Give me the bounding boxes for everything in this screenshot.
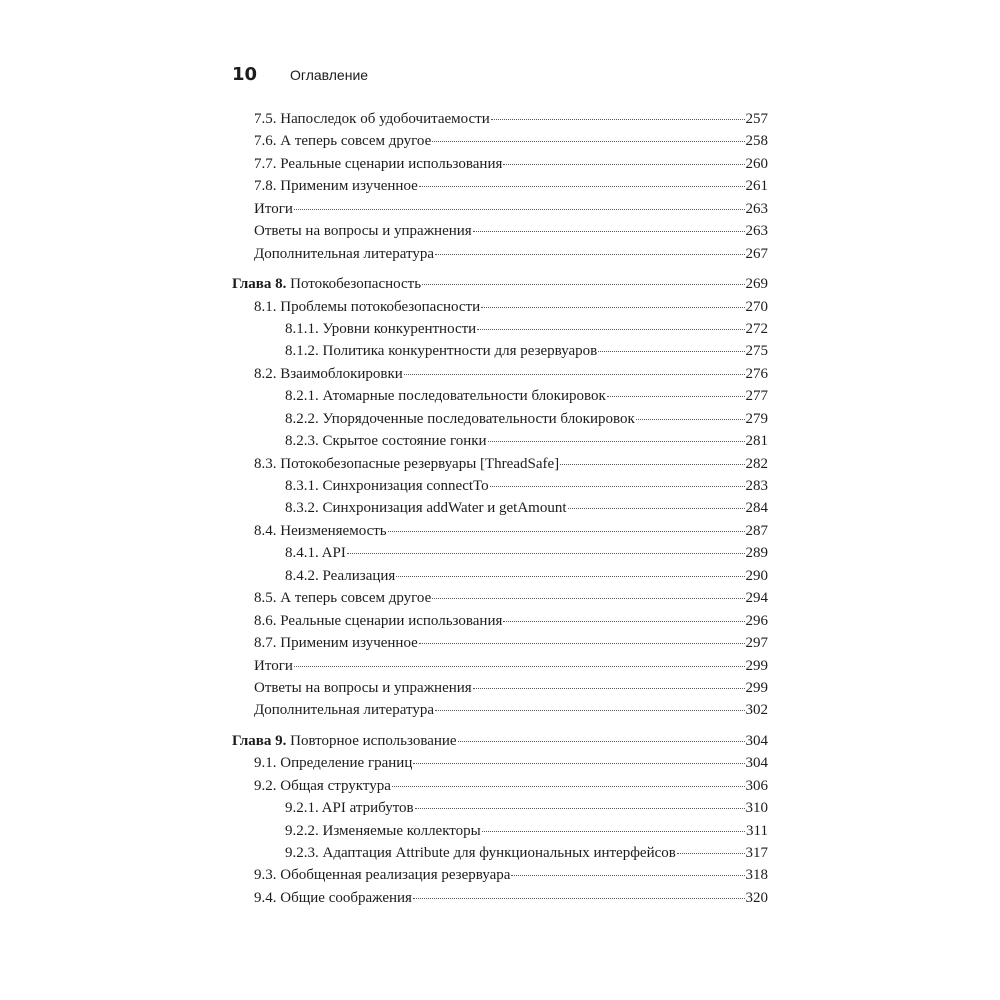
entry-title	[254, 108, 490, 130]
dot-leader	[488, 439, 745, 442]
entry-text: 8.2.2. Упорядоченные последовательности блокировок	[285, 410, 635, 427]
entry-text: 8.6. Реальные сценарии использования	[254, 612, 503, 629]
entry-text: Итоги	[254, 657, 293, 674]
page-reference: 306	[745, 777, 768, 794]
entry-text: 7.8. Применим изученное	[254, 178, 418, 195]
toc-entry[interactable]	[232, 699, 768, 721]
page-reference: 284	[745, 500, 768, 517]
toc-chapter-entry[interactable]	[232, 730, 768, 752]
entry-title	[254, 864, 510, 886]
page-reference: 279	[745, 410, 768, 427]
dot-leader	[490, 484, 745, 487]
page-reference: 289	[745, 545, 768, 562]
entry-text: 8.2. Взаимоблокировки	[254, 365, 403, 382]
page-reference: 310	[745, 800, 768, 817]
entry-text: 8.1.1. Уровни конкурентности	[285, 320, 477, 337]
toc-entry[interactable]	[232, 587, 768, 609]
entry-text: 9.1. Определение границ	[254, 755, 413, 772]
entry-title	[285, 385, 606, 407]
chapter-prefix: Глава 8.	[232, 276, 287, 293]
toc-entry[interactable]	[232, 175, 768, 197]
running-title: Оглавление	[290, 67, 369, 83]
dot-leader	[473, 229, 745, 232]
page-reference: 318	[745, 867, 768, 884]
entry-title	[254, 363, 403, 385]
entry-text: Ответы на вопросы и упражнения	[254, 223, 472, 240]
entry-title	[285, 408, 635, 430]
toc-entry[interactable]	[232, 385, 768, 407]
entry-title	[285, 820, 481, 842]
dot-leader	[419, 184, 745, 187]
toc-entry[interactable]	[232, 363, 768, 385]
entry-text: 9.2.2. Изменяемые коллекторы	[285, 822, 481, 839]
dot-leader	[294, 207, 745, 210]
toc-entry[interactable]	[232, 453, 768, 475]
toc-entry[interactable]	[232, 318, 768, 340]
dot-leader	[435, 252, 745, 255]
dot-leader	[491, 117, 745, 120]
entry-text: 8.4.1. API	[285, 545, 346, 562]
dot-leader	[481, 305, 744, 308]
dot-leader	[347, 551, 745, 554]
toc-entry[interactable]	[232, 752, 768, 774]
toc-entry[interactable]	[232, 198, 768, 220]
entry-title	[254, 153, 502, 175]
entry-text: 9.2.3. Адаптация Attribute для функциональных интерфейсов	[285, 845, 676, 861]
entry-text: Повторное использование	[286, 732, 457, 749]
page-reference: 287	[745, 522, 768, 539]
toc-entry[interactable]	[232, 887, 768, 909]
dot-leader	[568, 506, 745, 509]
dot-leader	[607, 394, 745, 397]
entry-title	[254, 775, 391, 797]
toc-entry[interactable]	[232, 108, 768, 130]
entry-text: Ответы на вопросы и упражнения	[254, 679, 472, 696]
toc-entry[interactable]	[232, 677, 768, 699]
page-reference: 311	[746, 822, 768, 839]
page-reference: 258	[745, 133, 768, 150]
entry-title	[254, 243, 434, 265]
dot-leader	[636, 417, 745, 420]
entry-text: 9.2. Общая структура	[254, 777, 391, 794]
toc-entry[interactable]	[232, 655, 768, 677]
dot-leader	[503, 162, 744, 165]
toc-entry[interactable]	[232, 475, 768, 497]
entry-title	[254, 677, 472, 699]
page-reference: 304	[745, 755, 768, 772]
dot-leader	[598, 349, 744, 352]
entry-text: 9.2.1. API атрибутов	[285, 800, 414, 817]
page-reference: 283	[745, 478, 768, 494]
page-reference: 281	[745, 433, 768, 450]
dot-leader	[560, 462, 744, 465]
dot-leader	[413, 761, 744, 764]
toc-entry[interactable]	[232, 296, 768, 318]
toc-entry[interactable]	[232, 632, 768, 654]
toc-entry[interactable]	[232, 430, 768, 452]
page-reference: 296	[745, 612, 768, 629]
entry-title	[285, 340, 597, 362]
dot-leader	[392, 784, 745, 787]
dot-leader	[432, 139, 744, 142]
chapter-prefix: Глава 9.	[232, 732, 287, 749]
entry-title	[254, 610, 502, 632]
page-reference: 263	[745, 223, 768, 240]
page-reference: 257	[745, 111, 768, 127]
page-reference: 263	[745, 200, 768, 217]
entry-text: 7.6. А теперь совсем другое	[254, 133, 432, 150]
entry-title	[232, 730, 457, 752]
toc-entry[interactable]	[232, 497, 768, 519]
page-reference: 302	[745, 702, 768, 719]
page-reference: 275	[745, 343, 768, 360]
entry-title	[285, 565, 395, 587]
page-reference: 277	[745, 388, 768, 405]
toc-entry[interactable]	[232, 610, 768, 632]
entry-text: Дополнительная литература	[254, 245, 434, 262]
entry-title	[254, 130, 431, 152]
page-number: 10	[232, 64, 258, 85]
dot-leader	[294, 664, 745, 667]
toc-entry[interactable]	[232, 243, 768, 265]
page-reference: 276	[745, 365, 768, 382]
toc-entry[interactable]	[232, 520, 768, 542]
toc-entry[interactable]	[232, 842, 768, 864]
toc-entry[interactable]	[232, 864, 768, 886]
entry-text: Потокобезопасность	[286, 276, 422, 293]
entry-title	[285, 842, 676, 864]
entry-title	[285, 430, 487, 452]
entry-title	[285, 497, 567, 519]
page-reference: 297	[745, 635, 768, 652]
dot-leader	[458, 739, 745, 742]
toc-entry[interactable]	[232, 220, 768, 242]
dot-leader	[415, 806, 745, 809]
dot-leader	[432, 596, 744, 599]
dot-leader	[435, 708, 745, 711]
entry-text: 8.2.1. Атомарные последовательности блокировок	[285, 388, 606, 405]
entry-title	[285, 542, 346, 564]
toc-entry[interactable]	[232, 153, 768, 175]
page-reference: 294	[745, 590, 768, 607]
dot-leader	[477, 327, 744, 330]
dot-leader	[404, 372, 745, 375]
page-header	[232, 64, 368, 88]
entry-text: 8.4. Неизменяемость	[254, 522, 387, 539]
dot-leader	[396, 574, 744, 577]
dot-leader	[388, 529, 745, 532]
page-reference: 267	[745, 245, 768, 262]
page-reference: 317	[745, 845, 768, 861]
entry-text: 8.3. Потокобезопасные резервуары [ThreadSafe]	[254, 455, 560, 472]
toc-entry[interactable]	[232, 820, 768, 842]
page-reference: 320	[745, 889, 768, 906]
page-reference: 272	[745, 320, 768, 337]
entry-title	[285, 797, 414, 819]
entry-text: 8.3.1. Синхронизация connectTo	[285, 478, 489, 494]
toc-entry[interactable]	[232, 340, 768, 362]
entry-text: 8.1.2. Политика конкурентности для резервуаров	[285, 343, 598, 360]
page-reference: 260	[745, 155, 768, 172]
toc-entry[interactable]	[232, 775, 768, 797]
page-reference: 299	[745, 657, 768, 674]
dot-leader	[677, 851, 745, 854]
page-reference: 299	[745, 679, 768, 696]
toc-entry[interactable]	[232, 408, 768, 430]
toc-entry[interactable]	[232, 565, 768, 587]
entry-text: 8.1. Проблемы потокобезопасности	[254, 298, 481, 315]
entry-text: 9.3. Обобщенная реализация резервуара	[254, 867, 511, 884]
entry-text: 8.4.2. Реализация	[285, 567, 396, 584]
entry-text: Дополнительная литература	[254, 702, 434, 719]
entry-text: 7.5. Напоследок об удобочитаемости	[254, 111, 490, 127]
page-reference: 261	[745, 178, 768, 195]
entry-title	[254, 520, 387, 542]
dot-leader	[413, 896, 745, 899]
entry-text: 7.7. Реальные сценарии использования	[254, 155, 503, 172]
entry-text: 8.3.2. Синхронизация addWater и getAmount	[285, 500, 567, 517]
toc-chapter-entry[interactable]	[232, 273, 768, 295]
dot-leader	[419, 641, 745, 644]
entry-text: 8.5. А теперь совсем другое	[254, 590, 432, 607]
entry-text: 8.7. Применим изученное	[254, 635, 418, 652]
page-reference: 269	[745, 276, 768, 293]
dot-leader	[511, 873, 744, 876]
entry-text: Итоги	[254, 200, 293, 217]
entry-text: 9.4. Общие соображения	[254, 889, 412, 906]
entry-title	[254, 220, 472, 242]
entry-title	[232, 273, 421, 295]
entry-title	[254, 632, 418, 654]
entry-text: 8.2.3. Скрытое состояние гонки	[285, 433, 487, 450]
page-reference: 282	[745, 455, 768, 472]
toc-entry[interactable]	[232, 797, 768, 819]
entry-title	[254, 453, 559, 475]
entry-title	[254, 198, 293, 220]
page-reference: 270	[745, 298, 768, 315]
dot-leader	[473, 686, 745, 689]
page-reference: 290	[745, 567, 768, 584]
dot-leader	[503, 619, 744, 622]
dot-leader	[422, 282, 744, 285]
toc-entry[interactable]	[232, 130, 768, 152]
entry-title	[254, 752, 412, 774]
dot-leader	[482, 829, 745, 832]
entry-title	[254, 655, 293, 677]
page-reference: 304	[745, 732, 768, 749]
table-of-contents	[232, 108, 768, 909]
toc-entry[interactable]	[232, 542, 768, 564]
entry-title	[254, 296, 480, 318]
entry-title	[285, 475, 489, 497]
entry-title	[285, 318, 476, 340]
entry-title	[254, 887, 412, 909]
entry-title	[254, 587, 431, 609]
entry-title	[254, 175, 418, 197]
entry-title	[254, 699, 434, 721]
